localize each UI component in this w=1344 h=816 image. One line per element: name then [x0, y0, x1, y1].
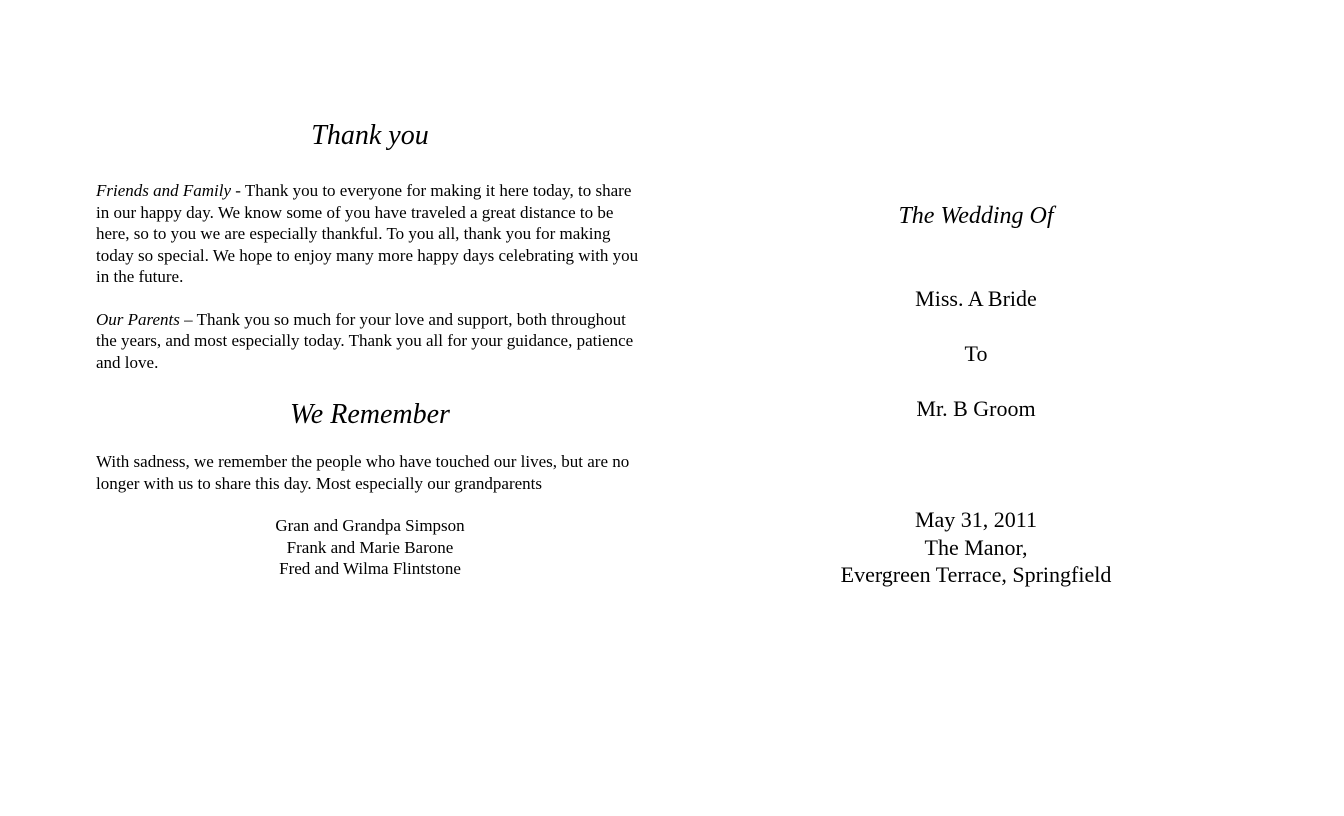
- friends-and-family-lead: Friends and Family: [96, 181, 232, 200]
- our-parents-lead: Our Parents: [96, 309, 180, 329]
- friends-and-family-text: - Thank you to everyone for making it here today, to share in our happy day. We know some of you have traveled a great distance to be here, so to you we are especially thankful. To you all, thank you for making today so special. We hope to enjoy many more happy days celebrating with you in the future.: [96, 181, 639, 286]
- bride-name: Miss. A Bride: [915, 286, 1037, 311]
- grandparents-list: [96, 515, 644, 580]
- event-address: Evergreen Terrace, Springfield: [840, 562, 1112, 587]
- grandparents-list-item: Fred and Wilma Flintstone: [279, 559, 461, 578]
- we-remember-heading: We Remember: [290, 399, 450, 430]
- wedding-title: The Wedding Of: [898, 203, 1054, 229]
- grandparents-list-item: Frank and Marie Barone: [286, 537, 454, 557]
- grandparents-list-item: Gran and Grandpa Simpson: [275, 516, 465, 535]
- our-parents-paragraph: [96, 309, 644, 374]
- friends-and-family-paragraph: [96, 180, 644, 288]
- thank-you-heading: Thank you: [311, 120, 429, 151]
- to-connector: To: [964, 341, 988, 366]
- inside-left-page: [96, 118, 644, 580]
- groom-name: Mr. B Groom: [916, 396, 1036, 421]
- event-venue: The Manor,: [924, 534, 1028, 560]
- event-details: [800, 506, 1152, 589]
- remembrance-paragraph: With sadness, we remember the people who have touched our lives, but are no longer with us to share this day. Most especially our grandparents: [96, 452, 630, 493]
- our-parents-text: – Thank you so much for your love and support, both throughout the years, and most especially today. Thank you all for your guidance, patience and love.: [96, 309, 634, 372]
- event-date: May 31, 2011: [914, 507, 1037, 532]
